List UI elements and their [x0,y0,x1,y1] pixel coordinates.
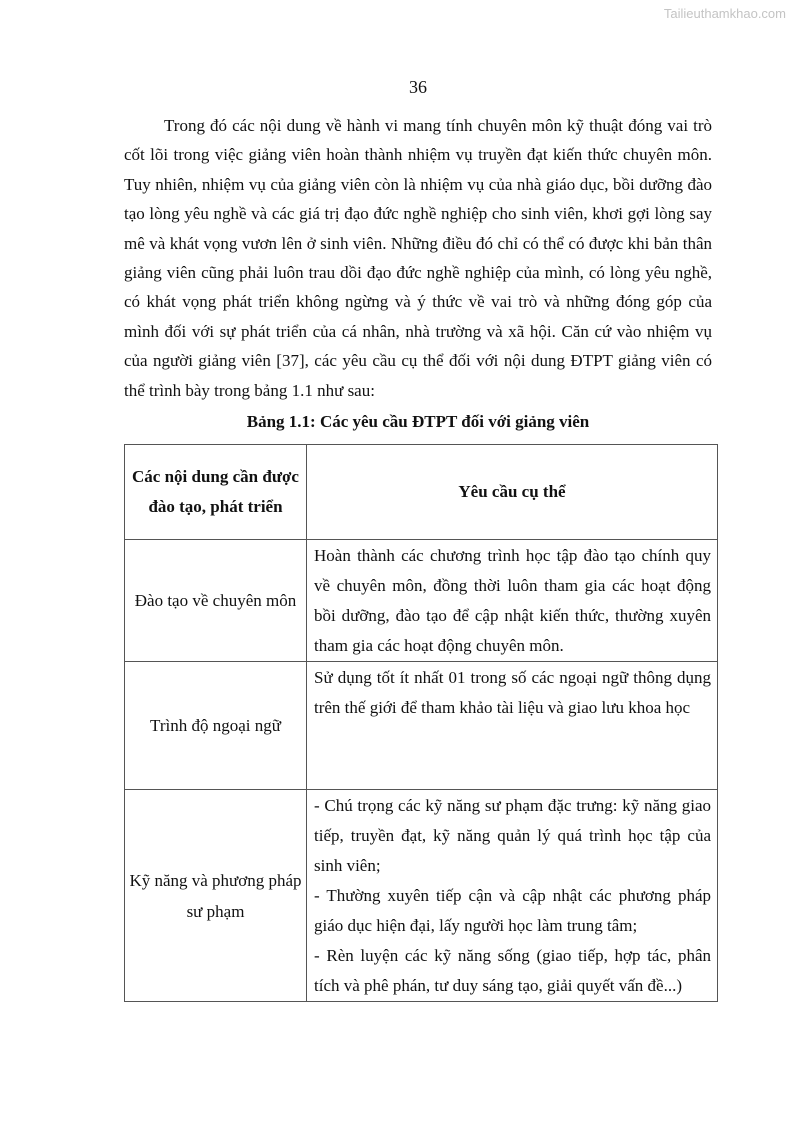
row-content: Trình độ ngoại ngữ [125,662,307,790]
body-paragraph [124,111,712,405]
header-requirement: Yêu cầu cụ thể [307,445,718,540]
row-content: Đào tạo về chuyên môn [125,540,307,662]
row-content: Kỹ năng và phương pháp sư phạm [125,790,307,1002]
requirement-item: - Rèn luyện các kỹ năng sống (giao tiếp, hợp tác, phân tích và phê phán, tư duy sáng tạo, giải quyết vấn đề...) [314,946,711,995]
watermark: Tailieuthamkhao.com [663,6,786,21]
requirements-table [124,444,718,1002]
row-requirement: Hoàn thành các chương trình học tập đào tạo chính quy về chuyên môn, đồng thời luôn tham gia các hoạt động bồi dưỡng, đào tạo để cập nhật kiến thức, thường xuyên tham gia các hoạt động chuyên môn. [307,540,718,662]
paragraph-text: Trong đó các nội dung về hành vi mang tính chuyên môn kỹ thuật đóng vai trò cốt lõi trong việc giảng viên hoàn thành nhiệm vụ truyền đạt kiến thức chuyên môn. Tuy nhiên, nhiệm vụ của giảng viên còn là nhiệm vụ của nhà giáo dục, bồi dưỡng đào tạo lòng yêu nghề và các giá trị đạo đức nghề nghiệp cho sinh viên, khơi gợi lòng say mê và khát vọng vươn lên ở sinh viên. Những điều đó chỉ có thể có được khi bản thân giảng viên cũng phải luôn trau dồi đạo đức nghề nghiệp của mình, có lòng yêu nghề, có khát vọng phát triển không ngừng và ý thức về vai trò và những đóng góp của mình đối với sự phát triển của cá nhân, nhà trường và xã hội. Căn cứ vào nhiệm vụ của người giảng viên [37], các yêu cầu cụ thể đối với nội dung ĐTPT giảng viên có thể trình bày trong bảng 1.1 như sau: [124,116,712,400]
table-row [125,540,718,662]
table-row [125,662,718,790]
requirement-item: - Thường xuyên tiếp cận và cập nhật các phương pháp giáo dục hiện đại, lấy người học làm trung tâm; [314,886,711,935]
requirement-item: - Chú trọng các kỹ năng sư phạm đặc trưng: kỹ năng giao tiếp, truyền đạt, kỹ năng quản lý quá trình học tập của sinh viên; [314,796,711,875]
header-content: Các nội dung cần được đào tạo, phát triển [125,445,307,540]
page-number: 36 [409,77,427,97]
row-requirement [307,790,718,1002]
row-requirement: Sử dụng tốt ít nhất 01 trong số các ngoại ngữ thông dụng trên thế giới để tham khảo tài liệu và giao lưu khoa học [307,662,718,790]
table-caption: Bảng 1.1: Các yêu cầu ĐTPT đối với giảng viên [246,412,590,431]
table-header-row [125,445,718,540]
table-row [125,790,718,1002]
